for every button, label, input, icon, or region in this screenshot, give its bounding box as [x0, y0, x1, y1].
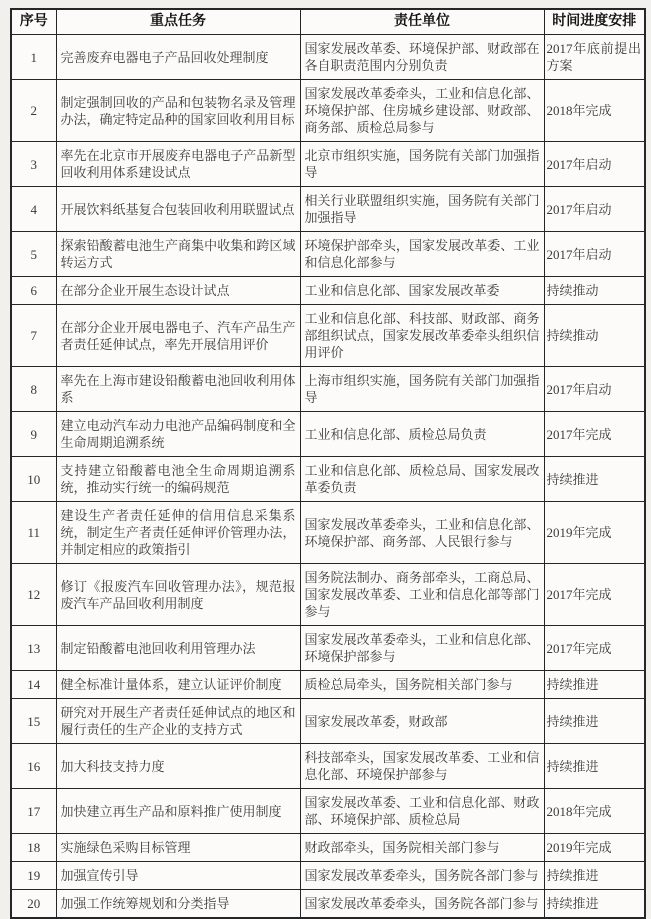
unit-cell: 质检总局牵头，国务院相关部门参与: [300, 671, 544, 699]
table-row: [11, 80, 645, 142]
row-number-cell: 11: [11, 502, 56, 564]
table-row: [11, 142, 645, 187]
unit-cell: 国家发展改革委、环境保护部、财政部在各自职责范围内分别负责: [300, 35, 544, 80]
time-cell: 持续推进: [544, 890, 645, 919]
unit-cell: 上海市组织实施，国务院有关部门加强指导: [300, 367, 544, 412]
task-cell: 修订《报废汽车回收管理办法》，规范报废汽车产品回收利用制度: [56, 564, 300, 626]
unit-cell: 国务院法制办、商务部牵头，工商总局、国家发展改革委、工业和信息化部等部门参与: [300, 564, 544, 626]
table-row: [11, 834, 645, 862]
table-row: [11, 699, 645, 744]
row-number-cell: 8: [11, 367, 56, 412]
task-cell: 加强工作统筹规划和分类指导: [56, 890, 300, 919]
table-row: [11, 457, 645, 502]
row-number-cell: 18: [11, 834, 56, 862]
time-cell: 持续推进: [544, 744, 645, 789]
row-number-cell: 4: [11, 187, 56, 232]
time-cell: 2017年底前提出方案: [544, 35, 645, 80]
task-cell: 率先在上海市建设铅酸蓄电池回收利用体系: [56, 367, 300, 412]
unit-cell: 工业和信息化部、国家发展改革委: [300, 277, 544, 305]
time-cell: 2017年启动: [544, 232, 645, 277]
table-row: [11, 277, 645, 305]
row-number-cell: 13: [11, 626, 56, 671]
row-number-cell: 14: [11, 671, 56, 699]
task-cell: 健全标准计量体系，建立认证评价制度: [56, 671, 300, 699]
unit-cell: 财政部牵头，国务院相关部门参与: [300, 834, 544, 862]
table-row: [11, 626, 645, 671]
time-cell: 2017年完成: [544, 626, 645, 671]
time-cell: 2019年完成: [544, 502, 645, 564]
table-row: [11, 412, 645, 457]
time-cell: 持续推动: [544, 305, 645, 367]
unit-cell: 工业和信息化部、质检总局负责: [300, 412, 544, 457]
unit-cell: 环境保护部牵头，国家发展改革委、工业和信息化部参与: [300, 232, 544, 277]
row-number-cell: 17: [11, 789, 56, 834]
time-cell: 2017年完成: [544, 412, 645, 457]
table-row: [11, 744, 645, 789]
task-cell: 实施绿色采购目标管理: [56, 834, 300, 862]
unit-cell: 国家发展改革委牵头，国务院各部门参与: [300, 862, 544, 890]
row-number-cell: 9: [11, 412, 56, 457]
header-cell-number: 序号: [11, 9, 56, 35]
table-row: [11, 305, 645, 367]
header-cell-unit: 责任单位: [300, 9, 544, 35]
task-cell: 制定强制回收的产品和包装物名录及管理办法，确定特定品种的国家回收利用目标: [56, 80, 300, 142]
unit-cell: 科技部牵头，国家发展改革委、工业和信息化部、环境保护部参与: [300, 744, 544, 789]
row-number-cell: 5: [11, 232, 56, 277]
task-cell: 完善废弃电器电子产品回收处理制度: [56, 35, 300, 80]
key-tasks-table: [10, 8, 646, 919]
row-number-cell: 12: [11, 564, 56, 626]
table-row: [11, 671, 645, 699]
time-cell: 持续推进: [544, 457, 645, 502]
row-number-cell: 15: [11, 699, 56, 744]
table-header: [11, 9, 645, 35]
header-cell-task: 重点任务: [56, 9, 300, 35]
table-row: [11, 187, 645, 232]
task-cell: 在部分企业开展电器电子、汽车产品生产者责任延伸试点，率先开展信用评价: [56, 305, 300, 367]
unit-cell: 工业和信息化部、科技部、财政部、商务部组织试点，国家发展改革委牵头组织信用评价: [300, 305, 544, 367]
header-row: [11, 9, 645, 35]
table-body: [11, 35, 645, 919]
unit-cell: 工业和信息化部、质检总局、国家发展改革委负责: [300, 457, 544, 502]
time-cell: 持续推动: [544, 277, 645, 305]
unit-cell: 国家发展改革委、工业和信息化部、财政部、环境保护部、质检总局: [300, 789, 544, 834]
task-cell: 建立电动汽车动力电池产品编码制度和全生命周期追溯系统: [56, 412, 300, 457]
unit-cell: 国家发展改革委牵头，工业和信息化部、环境保护部参与: [300, 626, 544, 671]
time-cell: 2018年完成: [544, 80, 645, 142]
time-cell: 2017年启动: [544, 142, 645, 187]
unit-cell: 北京市组织实施，国务院有关部门加强指导: [300, 142, 544, 187]
unit-cell: 国家发展改革委牵头，工业和信息化部、环境保护部、商务部、人民银行参与: [300, 502, 544, 564]
row-number-cell: 6: [11, 277, 56, 305]
table-row: [11, 890, 645, 919]
unit-cell: 国家发展改革委牵头，工业和信息化部、环境保护部、住房城乡建设部、财政部、商务部、质检总局参与: [300, 80, 544, 142]
table-row: [11, 564, 645, 626]
time-cell: 2019年完成: [544, 834, 645, 862]
table-row: [11, 789, 645, 834]
time-cell: 2017年完成: [544, 564, 645, 626]
row-number-cell: 2: [11, 80, 56, 142]
row-number-cell: 20: [11, 890, 56, 919]
time-cell: 持续推进: [544, 862, 645, 890]
table-row: [11, 502, 645, 564]
task-cell: 在部分企业开展生态设计试点: [56, 277, 300, 305]
row-number-cell: 16: [11, 744, 56, 789]
task-cell: 加强宣传引导: [56, 862, 300, 890]
row-number-cell: 19: [11, 862, 56, 890]
task-cell: 开展饮料纸基复合包装回收利用联盟试点: [56, 187, 300, 232]
task-cell: 探索铅酸蓄电池生产商集中收集和跨区域转运方式: [56, 232, 300, 277]
table-row: [11, 232, 645, 277]
time-cell: 持续推进: [544, 699, 645, 744]
unit-cell: 国家发展改革委牵头，国务院各部门参与: [300, 890, 544, 919]
task-cell: 率先在北京市开展废弃电器电子产品新型回收利用体系建设试点: [56, 142, 300, 187]
time-cell: 2017年启动: [544, 367, 645, 412]
task-cell: 加快建立再生产品和原料推广使用制度: [56, 789, 300, 834]
table-row: [11, 367, 645, 412]
table-row: [11, 35, 645, 80]
task-cell: 研究对开展生产者责任延伸试点的地区和履行责任的生产企业的支持方式: [56, 699, 300, 744]
row-number-cell: 10: [11, 457, 56, 502]
task-cell: 制定铅酸蓄电池回收利用管理办法: [56, 626, 300, 671]
task-cell: 建设生产者责任延伸的信用信息采集系统，制定生产者责任延伸评价管理办法，并制定相应的政策指引: [56, 502, 300, 564]
task-cell: 支持建立铅酸蓄电池全生命周期追溯系统，推动实行统一的编码规范: [56, 457, 300, 502]
unit-cell: 国家发展改革委，财政部: [300, 699, 544, 744]
table-row: [11, 862, 645, 890]
time-cell: 2018年完成: [544, 789, 645, 834]
header-cell-time: 时间进度安排: [544, 9, 645, 35]
unit-cell: 相关行业联盟组织实施，国务院有关部门加强指导: [300, 187, 544, 232]
row-number-cell: 7: [11, 305, 56, 367]
task-cell: 加大科技支持力度: [56, 744, 300, 789]
time-cell: 2017年启动: [544, 187, 645, 232]
time-cell: 持续推进: [544, 671, 645, 699]
row-number-cell: 1: [11, 35, 56, 80]
row-number-cell: 3: [11, 142, 56, 187]
